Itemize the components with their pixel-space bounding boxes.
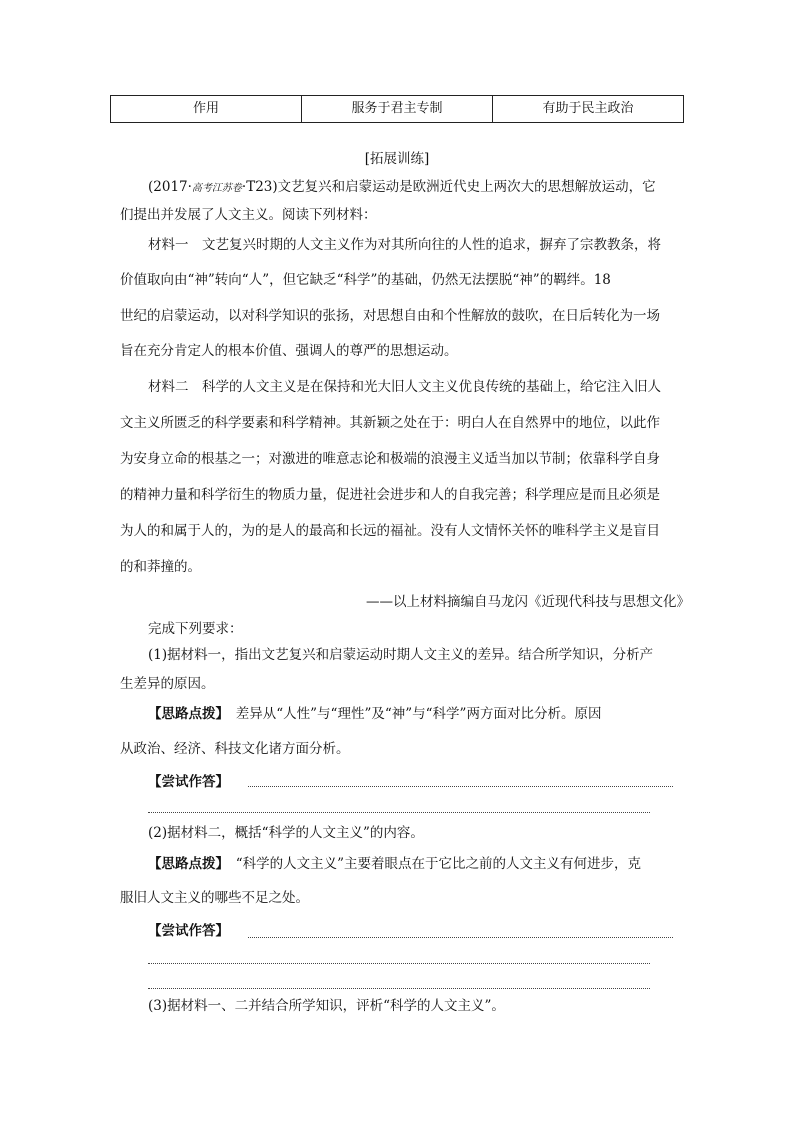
citation: ——以上材料摘编自马龙闪《近现代科技与思想文化》 — [366, 594, 690, 610]
intro-line-1 — [148, 178, 708, 198]
material2-line: 为人的和属于人的，为的是人的最高和长远的福祉。没有人文情怀关怀的唯科学主义是盲目 — [120, 523, 660, 539]
q1-hint-line-1 — [148, 705, 708, 723]
table-cell-monarchy: 服务于君主专制 — [301, 96, 492, 122]
material2-line: 的和莽撞的。 — [120, 559, 201, 575]
q2-hint-line-1 — [148, 855, 708, 873]
section-title: [拓展训练] — [364, 151, 430, 167]
q1-answer-line[interactable] — [148, 812, 650, 813]
material1-line: 世纪的启蒙运动，以对科学知识的张扬，对思想自由和个性解放的鼓吹，在日后转化为一场 — [120, 308, 660, 324]
q1-answer-label: 【尝试作答】 — [148, 774, 229, 790]
table-cell-democracy: 有助于民主政治 — [492, 96, 683, 122]
q2-answer-line[interactable] — [148, 988, 650, 989]
material1-line: 旨在充分肯定人的根本价值、强调人的尊严的思想运动。 — [120, 343, 458, 359]
q1-text-line: 生差异的原因。 — [120, 676, 215, 692]
intro-prefix: (2017· — [148, 179, 192, 195]
hint-label: 【思路点拨】 — [148, 706, 223, 722]
hint-label: 【思路点拨】 — [148, 856, 223, 872]
material2-line: 材料二 科学的人文主义是在保持和光大旧人文主义优良传统的基础上，给它注入旧人 — [148, 379, 661, 395]
q3-text: (3)据材料一、二并结合所学知识，评析“科学的人文主义”。 — [148, 998, 505, 1014]
hint-text: 差异从“人性”与“理性”及“神”与“科学”两方面对比分析。原因 — [222, 706, 602, 722]
q2-text: (2)据材料二，概括“科学的人文主义”的内容。 — [148, 825, 424, 841]
comparison-table-row — [110, 95, 684, 123]
q2-answer-label: 【尝试作答】 — [148, 923, 229, 939]
material2-line: 的精神力量和科学衍生的物质力量，促进社会进步和人的自我完善；科学理应是而且必须是 — [120, 487, 660, 503]
q1-answer-line[interactable] — [248, 786, 673, 787]
material2-line: 文主义所匮乏的科学要素和科学精神。其新颖之处在于：明白人在自然界中的地位，以此作 — [120, 415, 660, 431]
requirement-heading: 完成下列要求： — [148, 621, 243, 637]
q2-answer-line[interactable] — [148, 963, 650, 964]
q2-hint-line-2: 服旧人文主义的哪些不足之处。 — [120, 890, 309, 906]
table-cell-label: 作用 — [192, 100, 219, 116]
hint-text: “科学的人文主义”主要着眼点在于它比之前的人文主义有何进步，克 — [222, 856, 642, 872]
material2-line: 为安身立命的根基之一；对激进的唯意志论和极端的浪漫主义适当加以节制；依靠科学自身 — [120, 451, 660, 467]
intro-line-2: 们提出并发展了人文主义。阅读下列材料： — [120, 207, 377, 223]
material1-line: 价值取向由“神”转向“人”，但它缺乏“科学”的基础，仍然无法摆脱“神”的羁绊。18 — [120, 272, 611, 288]
material1-line: 材料一 文艺复兴时期的人文主义作为对其所向往的人性的追求，摒弃了宗教教条，将 — [148, 237, 661, 253]
q1-text-line: (1)据材料一，指出文艺复兴和启蒙运动时期人文主义的差异。结合所学知识，分析产 — [148, 647, 654, 663]
intro-suffix: ·T23)文艺复兴和启蒙运动是欧洲近代史上两次大的思想解放运动，它 — [241, 179, 656, 195]
intro-source: 高考江苏卷 — [191, 183, 242, 194]
q1-hint-line-2: 从政治、经济、科技文化诸方面分析。 — [120, 741, 350, 757]
q2-answer-line[interactable] — [248, 937, 673, 938]
